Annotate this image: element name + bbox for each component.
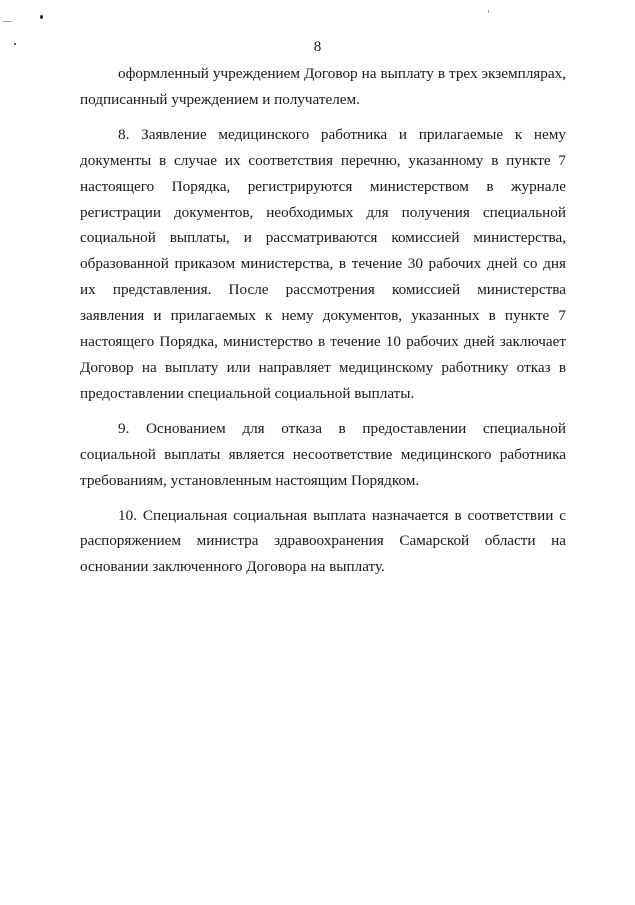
paragraph-clause-10: 10. Специальная социальная выплата назначается в соответствии с распоряжением министра здравоохранения Самарской области на основании заключенного Договора на выплату. <box>80 506 566 576</box>
paragraph-clause-8: 8. Заявление медицинского работника и прилагаемые к нему документы в случае их соответствия перечню, указанному в пункте 7 настоящего Порядка, регистрируются министерством в журнале регистрации документов, необходимых для получения специальной социальной выплаты, и рассматриваются комиссией министерства, образованной приказом министерства, в течение 30 рабочих дней со дня их представления. После рассмотрения комиссией министерства заявления и прилагаемых к нему документов, указанных в пункте 7 настоящего Порядка, министерство в течение 10 рабочих дней заключает Договор на выплату или направляет медицинскому работнику отказ в предоставлении специальной социальной выплаты. <box>80 125 566 402</box>
page-number: 8 <box>313 39 322 55</box>
scan-edge-mark <box>488 10 489 13</box>
paragraph-clause-9: 9. Основанием для отказа в предоставлении специальной социальной выплаты является несоответствие медицинского работника требованиям, установленным настоящим Порядком. <box>80 419 566 489</box>
scan-edge-mark <box>3 21 11 22</box>
paragraph-continuation: оформленный учреждением Договор на выплату в трех экземплярах, подписанный учреждением и получателем. <box>80 65 566 108</box>
document-body <box>80 61 566 580</box>
scan-speck <box>40 15 43 19</box>
